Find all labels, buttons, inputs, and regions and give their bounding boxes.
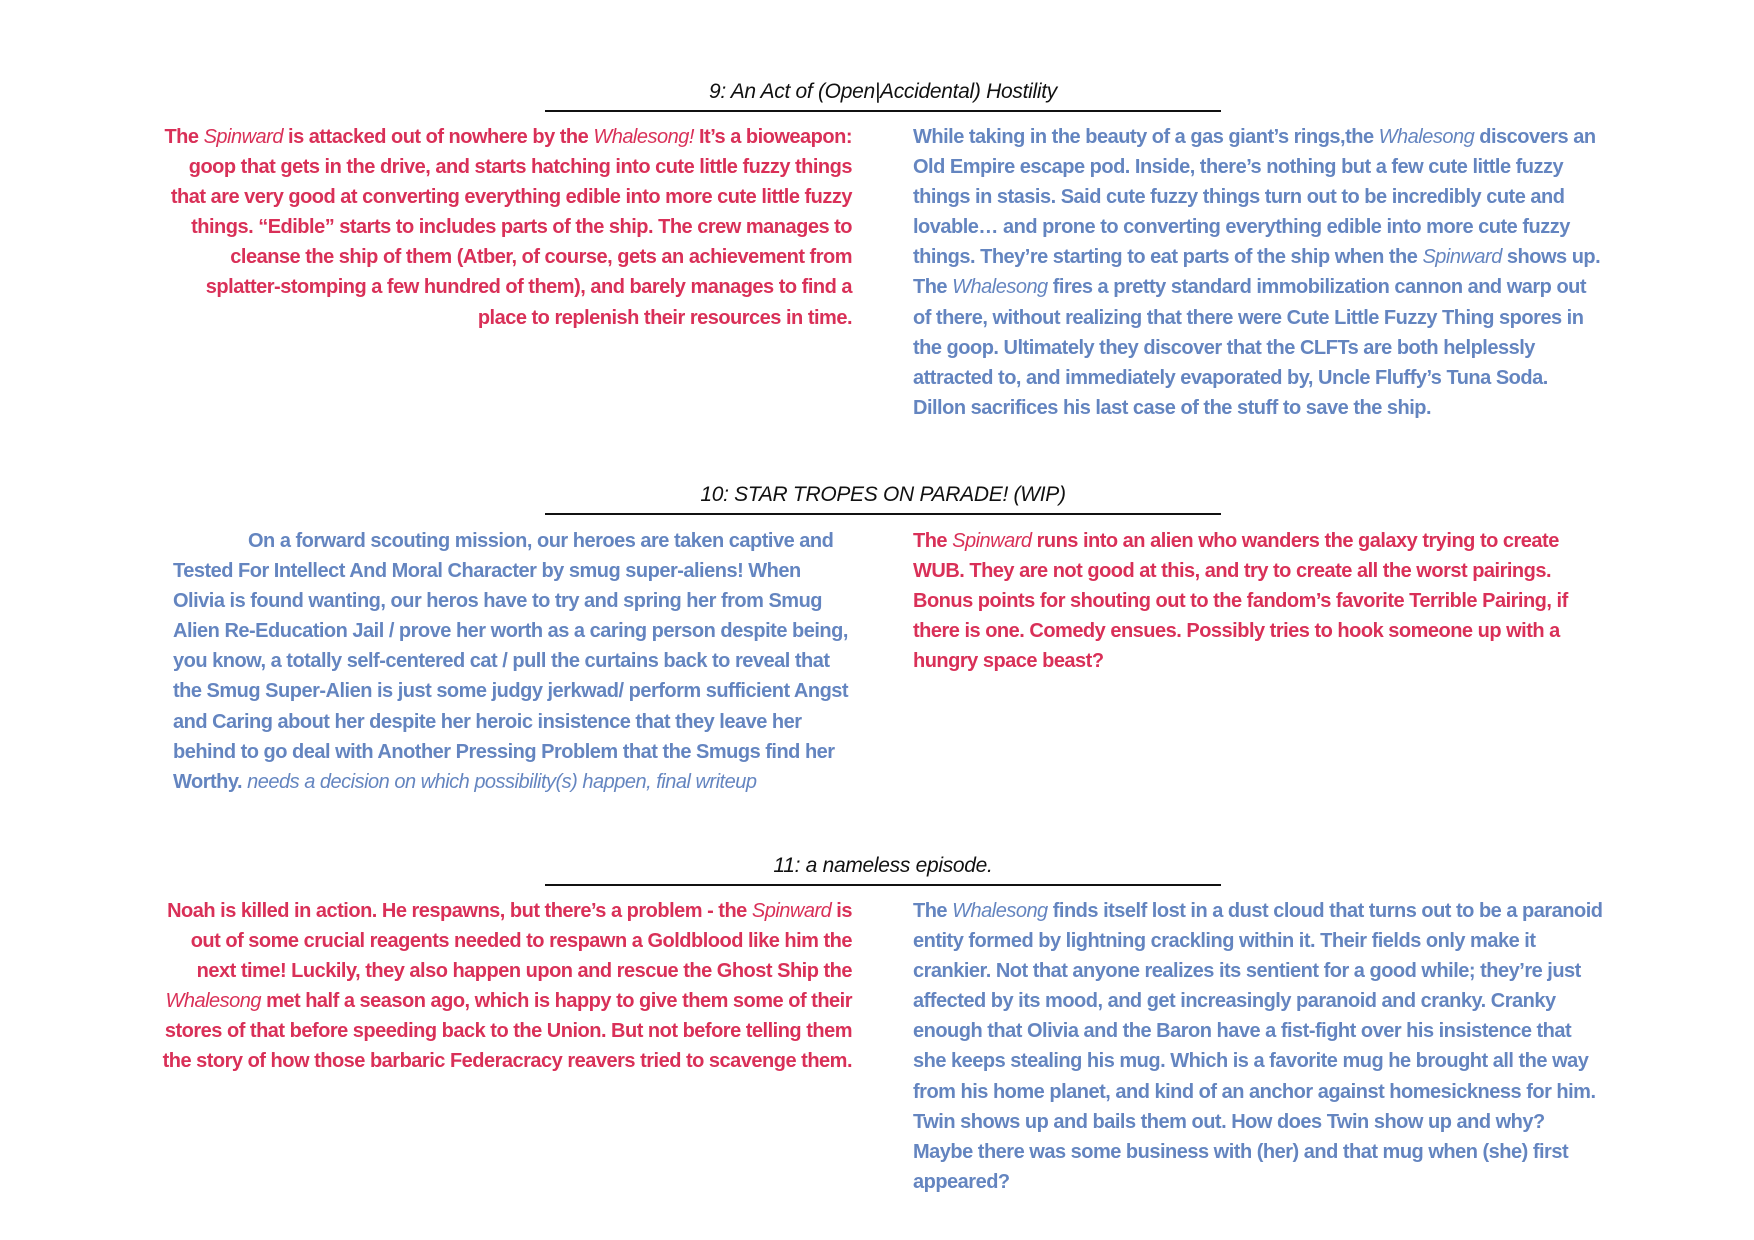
ship-name: Spinward (751, 900, 832, 922)
episode-9-whalesong-synopsis (913, 122, 1603, 423)
ship-name: Whalesong (165, 990, 262, 1013)
writer-note: needs a decision on which possibility(s) happen, final writeup (247, 770, 757, 793)
ship-name: Whalesong (1378, 126, 1475, 148)
text-run: The (913, 900, 953, 922)
episode-9-title: 9: An Act of (Open|Accidental) Hostility (709, 80, 1057, 103)
episode-9-divider (545, 110, 1221, 112)
episode-10-whalesong-synopsis (173, 526, 853, 797)
episode-10-divider (545, 513, 1221, 515)
ship-name: Spinward (1422, 246, 1502, 269)
episode-10-title: 10: STAR TROPES ON PARADE! (WIP) (700, 483, 1066, 506)
text-run: It’s a bioweapon: goop that gets in the drive, and starts hatching into cute little fuzzy things that are very good at converting everything edible into more cute little fuzzy things. “Edible” starts to includes parts of the ship. The crew manages to cleanse the ship of them (Atber, of course, gets an achievement from splatter-stomping a few hundred of them), and barely manages to find a place to replenish their resources in time. (170, 126, 852, 329)
text-run: The (164, 126, 204, 148)
ship-name: Spinward (952, 530, 1032, 552)
text-run: is attacked out of nowhere by the (282, 126, 594, 148)
episode-11-divider (545, 884, 1221, 886)
episode-11-spinward-synopsis (160, 896, 852, 1077)
text-run: finds itself lost in a dust cloud that turns out to be a paranoid entity formed by lightning crackling within it. Their fields only make it crankier. Not that anyone realizes its sentient for a good while; they’re just affected by its mood, and get increasingly paranoid and cranky. Cranky enough that Olivia and the Baron have a fist-fight over his insistence that she keeps stealing his mug. Which is a favorite mug he brought all the way from his home planet, and kind of an anchor against homesickness for him. Twin shows up and bails them out. How does Twin show up and why? Maybe there was some business with (her) and that mug when (she) first appeared? (913, 900, 1603, 1193)
ship-name: Whalesong (952, 276, 1048, 299)
text-run: On a forward scouting mission, our heroes are taken captive and Tested For Intellect And Moral Character by smug super-aliens! When Olivia is found wanting, our heros have to try and spring her from Smug Alien Re-Education Jail / prove her worth as a caring person despite being, you know, a totally self-centered cat / pull the curtains back to reveal that the Smug Super-Alien is just some judgy jerkwad/ perform sufficient Angst and Caring about her despite her heroic insistence that they leave her behind to go deal with Another Pressing Problem that the Smugs find her Worthy. (173, 530, 849, 793)
text-run: met half a season ago, which is happy to give them some of their stores of that before speeding back to the Union. But not before telling them the story of how those barbaric Federacracy reavers tried to scavenge them. (162, 990, 852, 1073)
text-run: is out of some crucial reagents needed to respawn a Goldblood like him the next time! Luckily, they also happen upon and rescue the Ghost Ship the (190, 900, 852, 983)
text-run: Noah is killed in action. He respawns, but there’s a problem - the (167, 900, 752, 922)
episode-9-spinward-synopsis (160, 122, 852, 333)
text-run: runs into an alien who wanders the galaxy trying to create WUB. They are not good at this, and try to create all the worst pairings. Bonus points for shouting out to the fandom’s favorite Terrible Pairing, if there is one. Comedy ensues. Possibly tries to hook someone up with a hungry space beast? (913, 530, 1568, 673)
text-run: fires a pretty standard immobilization cannon and warp out of there, without realizing that there were Cute Little Fuzzy Thing spores in the goop. Ultimately they discover that the CLFTs are both helplessly attracted to, and immediately evaporated by, Uncle Fluffy’s Tuna Soda. Dillon sacrifices his last case of the stuff to save the ship. (913, 276, 1587, 419)
ship-name: Spinward (203, 126, 283, 148)
episode-10-spinward-synopsis (913, 526, 1603, 676)
episode-11-title: 11: a nameless episode. (773, 854, 993, 877)
text-run: discovers an Old Empire escape pod. Inside, there’s nothing but a few cute little fuzzy things in stasis. Said cute fuzzy things turn out to be incredibly cute and lovable… and prone to converting everything edible into more cute fuzzy things. They’re starting to eat parts of the ship when the (913, 126, 1596, 269)
text-run: While taking in the beauty of a gas giant’s rings,the (913, 126, 1379, 148)
text-run: shows up. The (913, 246, 1601, 299)
ship-name: Whalesong! (593, 126, 694, 148)
episode-11-whalesong-synopsis (913, 896, 1603, 1197)
text-run: The (913, 530, 953, 552)
ship-name: Whalesong (952, 900, 1048, 922)
